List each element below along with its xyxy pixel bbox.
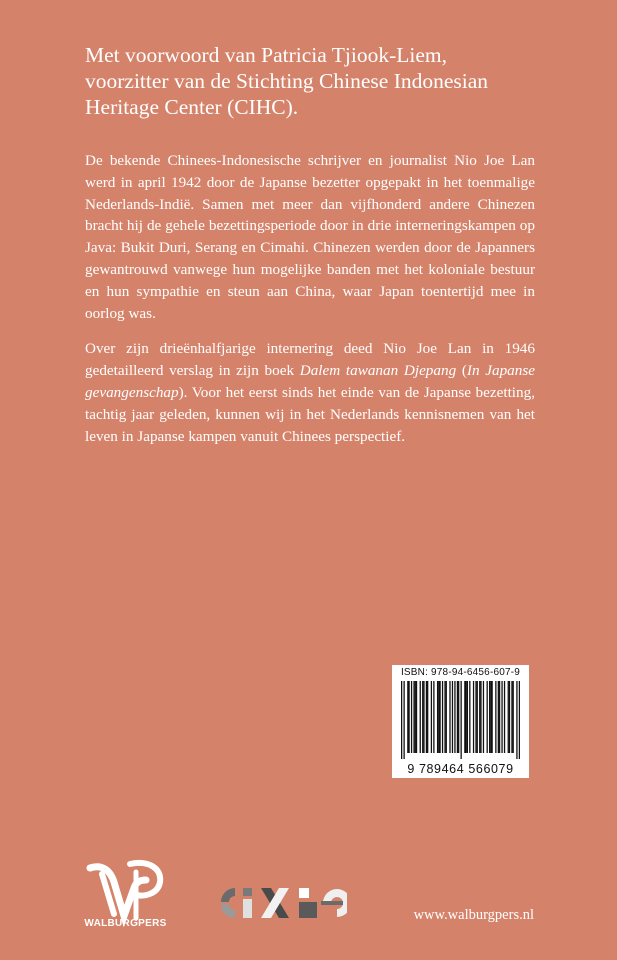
barcode-bar: [511, 681, 512, 753]
barcode-bar: [516, 681, 517, 759]
barcode-bar: [513, 681, 514, 753]
barcode-bar: [439, 681, 440, 753]
barcode-bar: [508, 681, 509, 753]
walburg-pers-wordmark: WALBURGPERS: [84, 918, 167, 929]
barcode-bar: [461, 681, 462, 759]
barcode-bar: [454, 681, 455, 753]
barcode-bar: [433, 681, 434, 753]
barcode-bar: [495, 681, 496, 753]
book-title-translation: In Japanse gevangenschap: [85, 362, 536, 401]
barcode-bar: [444, 681, 445, 753]
barcode-bar: [483, 681, 484, 753]
intro-line-2: voorzitter van de Stichting Chinese Indonesian: [85, 69, 489, 93]
barcode-bar: [413, 681, 414, 753]
barcode-bar: [519, 681, 520, 759]
barcode-bar: [477, 681, 478, 753]
barcode-bar: [427, 681, 428, 753]
barcode-bar: [469, 681, 470, 753]
intro-line-1: Met voorwoord van Patricia Tjiook-Liem,: [85, 43, 448, 67]
barcode-bar: [475, 681, 476, 753]
barcode-bars: [401, 681, 520, 759]
book-title: Dalem tawanan Djepang: [299, 362, 457, 380]
intro-text: [85, 42, 555, 120]
barcode-bar: [473, 681, 474, 753]
barcode-bar: [401, 681, 402, 759]
barcode-bar: [452, 681, 453, 753]
barcode-bar: [431, 681, 432, 753]
paragraph-2-text-b: (: [456, 362, 467, 380]
blurb: [85, 150, 535, 461]
barcode-bar: [491, 681, 492, 753]
blurb-paragraph-2: [85, 338, 535, 447]
isbn-label: ISBN: 978-94-6456-607-9: [400, 667, 521, 678]
barcode-bar: [480, 681, 481, 753]
barcode-bar: [415, 681, 416, 753]
barcode-bar: [438, 681, 439, 753]
publisher-website: www.walburgpers.nl: [413, 907, 534, 923]
barcode-bar: [501, 681, 502, 753]
paragraph-2-text-a: Over zijn drieënhalfjarige internering deed Nio Joe Lan in 1946 gedetailleerd verslag in zijn boek: [85, 340, 535, 380]
barcode-bar: [442, 681, 443, 753]
barcode-bar: [426, 681, 427, 753]
cihc-logo-icon: [217, 882, 347, 922]
barcode-bar: [499, 681, 500, 753]
barcode-bar: [490, 681, 491, 753]
barcode-bar: [422, 681, 423, 753]
barcode-digits: 9 789464 566079: [407, 762, 514, 776]
barcode-bar: [449, 681, 450, 753]
barcode-bar: [446, 681, 447, 753]
barcode-bar: [403, 681, 404, 759]
paragraph-2-text-c: ). Voor het eerst sinds het einde van de Japanse bezetting, tachtig jaar geleden, kunnen wij in het Nederlands kennisnemen van het leven in Japanse kampen vanuit Chinees perspectief.: [85, 383, 535, 445]
barcode-bar: [416, 681, 417, 753]
barcode-bar: [465, 681, 466, 753]
barcode-bar: [420, 681, 421, 753]
barcode-bar: [458, 681, 459, 753]
intro-line-3: Heritage Center (CIHC).: [85, 95, 299, 119]
barcode-bar: [457, 681, 458, 753]
barcode-bar: [509, 681, 510, 753]
blurb-paragraph-1: De bekende Chinees-Indonesische schrijver en journalist Nio Joe Lan werd in april 1942 door de Japanse bezetter opgepakt in het toenmalige Nederlands-Indië. Samen met meer dan vijfhonderd andere Chinezen bracht hij de gehele bezettingsperiode door in drie interneringskampen op Java: Bukit Duri, Serang en Cimahi. Chinezen werden door de Japanners gewantrouwd vanwege hun mogelijke banden met het koloniale bestuur en hun sympathie en steun aan China, waar Japan toentertijd mee in oorlog was.: [85, 152, 535, 322]
barcode-bar: [487, 681, 488, 753]
barcode-bar: [498, 681, 499, 753]
barcode-bar: [408, 681, 409, 753]
barcode-bar: [489, 681, 490, 753]
barcode-bar: [411, 681, 412, 753]
barcode-bar: [464, 681, 465, 753]
barcode-bar: [479, 681, 480, 753]
barcode: [392, 665, 529, 778]
barcode-bar: [437, 681, 438, 753]
barcode-bar: [504, 681, 505, 753]
barcode-bar: [407, 681, 408, 753]
barcode-bar: [467, 681, 468, 753]
barcode-bar: [423, 681, 424, 753]
